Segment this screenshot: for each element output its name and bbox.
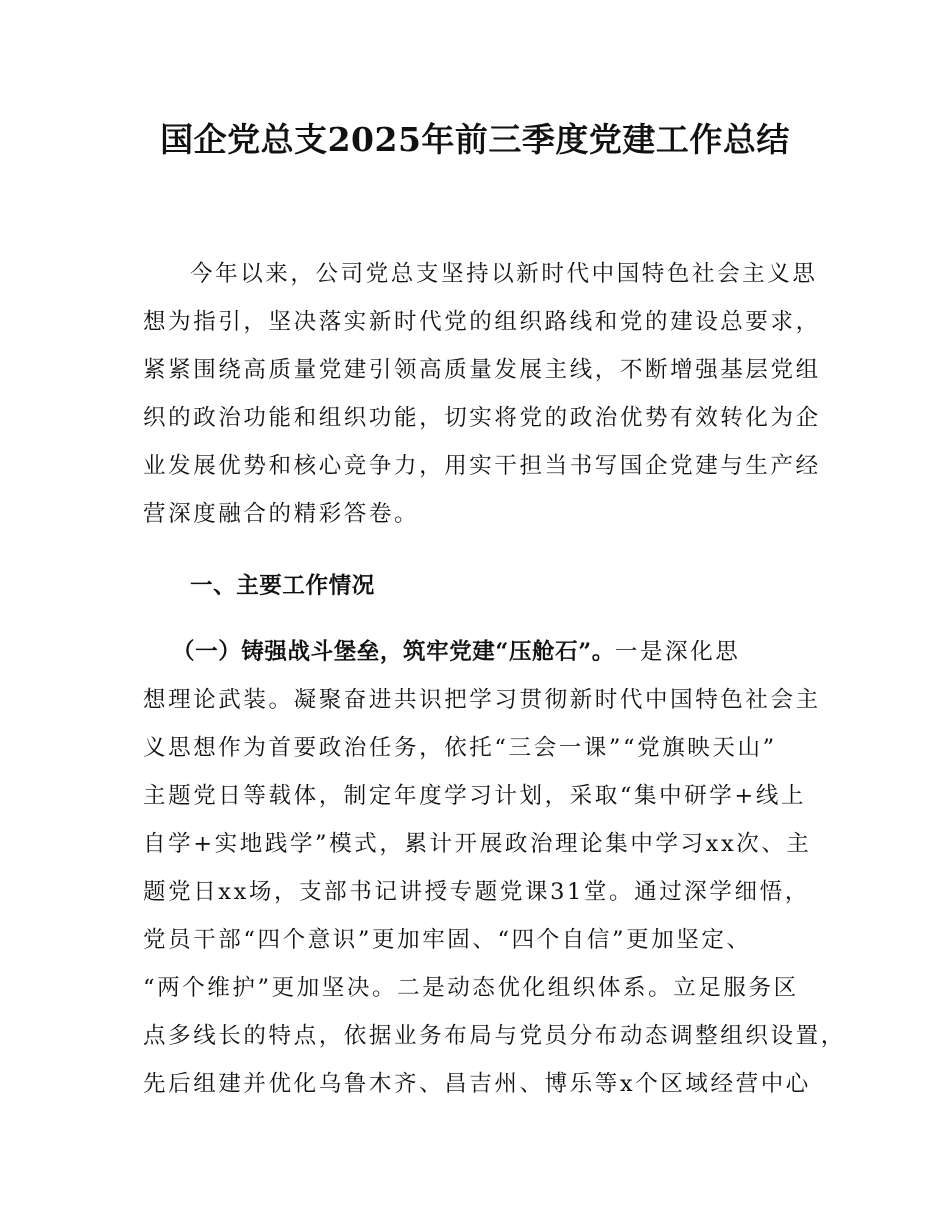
subsection-first-line <box>172 636 740 668</box>
subsection-heading: （一）铸强战斗堡垒，筑牢党建“压舱石”。 <box>172 639 615 665</box>
subsection-line: “两个维护”更加坚决。二是动态优化组织体系。立足服务区 <box>143 975 799 1001</box>
subsection-line: 党员干部“四个意识”更加牢固、“四个自信”更加坚定、 <box>143 927 752 953</box>
intro-line: 想为指引，坚决落实新时代党的组织路线和党的建设总要求， <box>143 309 821 335</box>
subsection-line: 想理论武装。凝聚奋进共识把学习贯彻新时代中国特色社会主 <box>143 687 821 713</box>
subsection-line: 点多线长的特点，依据业务布局与党员分布动态调整组织设置， <box>143 1023 846 1049</box>
intro-line: 业发展优势和核心竞争力，用实干担当书写国企党建与生产经 <box>143 453 821 479</box>
subsection-line: 主题党日等载体，制定年度学习计划，采取“集中研学+线上 <box>143 783 807 809</box>
subsection-line: 题党日xx场，支部书记讲授专题党课31堂。通过深学细悟， <box>143 879 810 905</box>
intro-line: 营深度融合的精彩答卷。 <box>143 501 420 527</box>
document-title: 国企党总支2025年前三季度党建工作总结 <box>160 120 790 159</box>
subsection-line: 义思想作为首要政治任务，依托“三会一课”“党旗映天山” <box>143 735 777 761</box>
section-heading: 一、主要工作情况 <box>190 573 375 599</box>
subsection-line: 先后组建并优化乌鲁木齐、昌吉州、博乐等x个区域经营中心 <box>143 1071 811 1097</box>
subsection-line: 自学+实地践学”模式，累计开展政治理论集中学习xx次、主 <box>143 831 812 857</box>
intro-line: 今年以来，公司党总支坚持以新时代中国特色社会主义思 <box>190 261 818 287</box>
intro-line: 织的政治功能和组织功能，切实将党的政治优势有效转化为企 <box>143 405 821 431</box>
subsection-first-line-rest: 一是深化思 <box>614 639 741 665</box>
intro-line: 紧紧围绕高质量党建引领高质量发展主线，不断增强基层党组 <box>143 357 821 383</box>
